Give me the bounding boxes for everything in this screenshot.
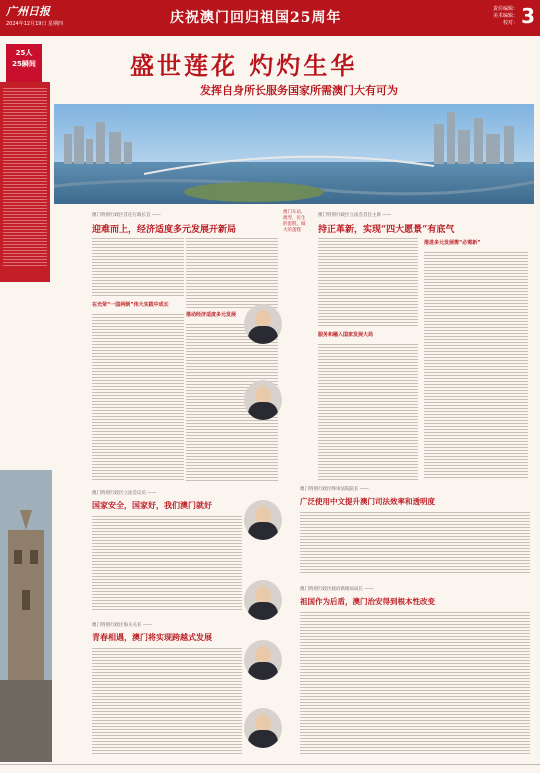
page-headline: 盛世莲花 灼灼生华 xyxy=(130,51,358,80)
article-6-title: 祖国作为后盾，澳门治安得到根本性改变 xyxy=(300,597,435,606)
article-2-subhead-2: 服务和融入国家发展大局 xyxy=(318,332,374,338)
article-2-title: 持正革新，实现“四大愿景”有底气 xyxy=(318,225,455,235)
article-4-section: 澳门特别行政区终审法院院长 —— xyxy=(300,487,369,492)
article-2-col-1 xyxy=(318,236,418,480)
article-4-body xyxy=(300,510,530,578)
page-banner-title: 庆祝澳门回归祖国25周年 xyxy=(170,10,342,26)
article-1-col-2 xyxy=(186,236,278,486)
page-subhead: 发挥自身所长服务国家所需澳门大有可为 xyxy=(200,84,398,97)
article-5-section: 澳门特别行政区海关关长 —— xyxy=(92,623,152,628)
article-6-section: 澳门特别行政区政府新闻局局长 —— xyxy=(300,587,374,592)
issue-date: 2024年12月19日 星期四 xyxy=(6,21,64,27)
article-1-section: 澳门特别行政区首任行政长官 —— xyxy=(92,213,161,218)
page-number: 3 xyxy=(521,4,535,28)
article-1-subhead: 在光荣“一国两制”伟大实践中成长 xyxy=(92,302,169,308)
portrait-2 xyxy=(244,380,282,420)
intro-text-placeholder xyxy=(3,86,47,266)
newspaper-logo: 广州日报 xyxy=(6,5,50,18)
portrait-6 xyxy=(244,708,282,748)
article-3-body xyxy=(92,514,242,614)
article-5-body xyxy=(92,646,242,758)
article-3-title: 国家安全，国家好，我们澳门就好 xyxy=(92,500,212,510)
portrait-1 xyxy=(244,304,282,344)
portrait-3 xyxy=(244,500,282,540)
article-5-title: 青春相遇，澳门将实现跨越式发展 xyxy=(92,632,212,642)
portrait-4 xyxy=(244,580,282,620)
macau-skyline-photo xyxy=(54,104,534,204)
article-1-title: 迎难而上，经济适度多元发展开新局 xyxy=(92,225,237,235)
article-2-section: 澳门特别行政区立法会首任主席 —— xyxy=(318,213,392,218)
article-4-title: 广泛使用中文提升澳门司法效率和透明度 xyxy=(300,497,435,506)
editor-credits: 责任编辑： 美术编辑： 校对： xyxy=(492,6,518,26)
article-6-body xyxy=(300,610,530,760)
article-1-col-1 xyxy=(92,236,184,486)
portrait-5 xyxy=(244,640,282,680)
article-1-subhead-2: 推动经济适度多元发展 xyxy=(186,312,237,318)
article-2-subhead: 推进多元发展需“必需新” xyxy=(424,240,481,246)
ruins-of-st-paul-photo xyxy=(0,470,52,762)
pull-quote: 澳门车站，澳琴，民生的蛋糕，做大的蛋糕 xyxy=(283,210,306,233)
intro-sidebar xyxy=(0,82,50,282)
series-badge: 25人 25瞬间 xyxy=(6,44,42,82)
article-3-section: 澳门特别行政区立法会议员 —— xyxy=(92,491,157,496)
article-2-col-2 xyxy=(424,236,528,480)
masthead xyxy=(0,0,540,36)
